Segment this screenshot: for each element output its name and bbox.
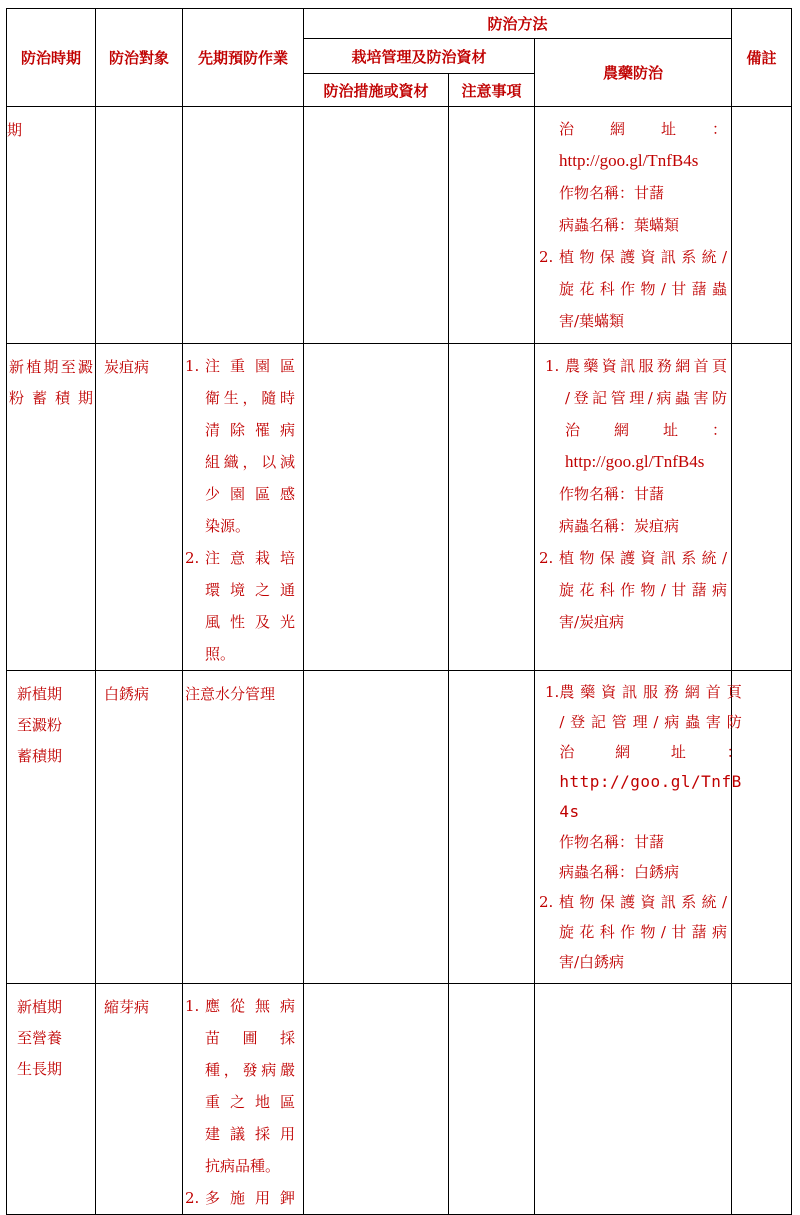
table-row bbox=[7, 984, 792, 1215]
header-methods: 防治方法 bbox=[304, 9, 732, 39]
period-cell: 新植期至澱粉蓄積期 bbox=[7, 671, 96, 984]
header-cultivation: 栽培管理及防治資材 bbox=[304, 39, 535, 74]
notes-cell bbox=[449, 107, 535, 344]
prevention-cell: 注意水分管理 bbox=[183, 671, 304, 984]
pesticide-cell: 治 網 址 ： http://goo.gl/TnfB4s 作物名稱：甘藷 病蟲名稱：葉蟎類 2. 植物保護資訊系統/ 旋花科作物/甘藷蟲 害/葉蟎類 bbox=[535, 107, 732, 344]
measures-cell bbox=[304, 107, 449, 344]
header-pesticide: 農藥防治 bbox=[535, 39, 732, 107]
measures-cell bbox=[304, 984, 449, 1215]
pesticide-cell: 1. 農藥資訊服務網首頁 /登記管理/病蟲害防 治 網 址 ： http://goo.gl/TnfB4s 作物名稱：甘藷 病蟲名稱：炭疽病 2. 植物保護資訊系統/ 旋花科作物/甘藷病 害/炭疽病 bbox=[535, 344, 732, 671]
header-remarks: 備註 bbox=[732, 9, 792, 107]
measures-cell bbox=[304, 671, 449, 984]
notes-cell bbox=[449, 671, 535, 984]
period-cell: 新植期至澱粉蓄積期 bbox=[7, 344, 96, 671]
target-cell bbox=[96, 107, 183, 344]
header-notes: 注意事項 bbox=[449, 74, 535, 107]
target-cell: 炭疽病 bbox=[96, 344, 183, 671]
remarks-cell bbox=[732, 984, 792, 1215]
prevention-cell: 1. 注重園區 衛生，隨時 清除罹病 組織，以減 少園區感 染源。 2. 注意栽培 環境之通 風性及光 照。 bbox=[183, 344, 304, 671]
period-cell: 新植期至營養生長期 bbox=[7, 984, 96, 1215]
table-row bbox=[7, 344, 792, 671]
header-period: 防治時期 bbox=[7, 9, 96, 107]
header-prevention: 先期預防作業 bbox=[183, 9, 304, 107]
measures-cell bbox=[304, 344, 449, 671]
period-cell: 期 bbox=[7, 107, 96, 344]
table-row bbox=[7, 671, 792, 984]
target-cell: 縮芽病 bbox=[96, 984, 183, 1215]
prevention-cell: 1. 應從無病 苗 圃 採 種，發病嚴 重之地區 建議採用 抗病品種。 2. 多施用鉀 bbox=[183, 984, 304, 1215]
pesticide-cell bbox=[535, 984, 732, 1215]
pesticide-cell: 1. 農藥資訊服務網首頁 /登記管理/病蟲害防 治 網 址 ： http://goo.gl/TnfB 4s 作物名稱：甘藷 病蟲名稱：白銹病 2. 植物保護資訊系統/ 旋花科作物/甘藷病 害/白銹病 bbox=[535, 671, 732, 984]
prevention-cell bbox=[183, 107, 304, 344]
target-cell: 白銹病 bbox=[96, 671, 183, 984]
remarks-cell bbox=[732, 344, 792, 671]
notes-cell bbox=[449, 984, 535, 1215]
remarks-cell bbox=[732, 107, 792, 344]
table-row bbox=[7, 107, 792, 344]
header-measures: 防治措施或資材 bbox=[304, 74, 449, 107]
pest-control-table bbox=[6, 8, 792, 1215]
notes-cell bbox=[449, 344, 535, 671]
header-target: 防治對象 bbox=[96, 9, 183, 107]
